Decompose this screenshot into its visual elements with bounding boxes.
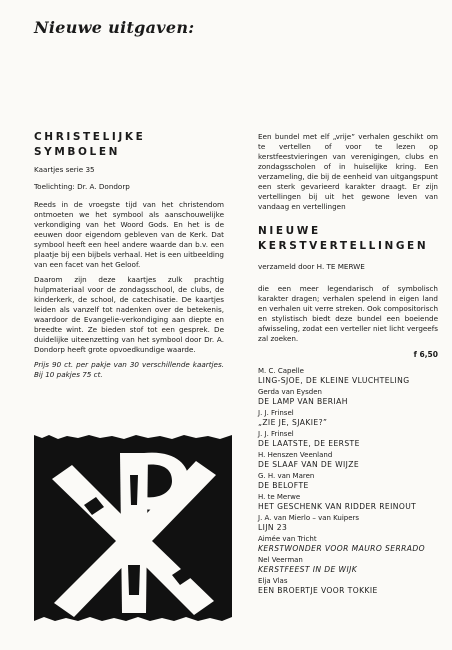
book-entry: [258, 577, 438, 596]
book-entry: [258, 472, 438, 491]
book-title: DE SLAAF VAN DE WIJZE: [258, 460, 360, 469]
book-author: M. C. Capelle: [258, 367, 304, 375]
section-title-line1: NIEUWE: [258, 225, 321, 237]
book-title: LING-SJOE, DE KLEINE VLUCHTELING: [258, 376, 410, 385]
book-author: J. A. van Mierlo – van Kuipers: [258, 514, 360, 522]
section-title-line1: CHRISTELIJKE: [34, 131, 146, 143]
description-paragraph-2: Daarom zijn deze kaartjes zulk prachtig hulpmateriaal voor de zondagsschool, de clubs, de kinderkerk, de school, de catechisatie. De kaartjes leiden als vanzelf tot nadenken over de betekenis, waardoor de Evangelie-verkondiging aan diepte en breedte wint. Ze bieden stof tot een gesprek. De duidelijke uiteenzetting van het symbool door Dr. A. Dondorp heeft grote opvoedkundige waarde.: [34, 275, 224, 354]
book-title: LIJN 23: [258, 523, 288, 532]
book-title: HET GESCHENK VAN RIDDER REINOUT: [258, 502, 417, 511]
book-entry: [258, 430, 438, 449]
christelijke-symbolen-section: [34, 130, 224, 380]
chi-rho-symbol-image: [34, 435, 232, 621]
book-entry: [258, 367, 438, 386]
compiled-by: verzameld door H. TE MERWE: [258, 262, 365, 271]
book-entry: [258, 409, 438, 428]
kerstvertellingen-section: [258, 132, 438, 598]
book-title: KERSTWONDER VOOR MAURO SERRADO: [258, 544, 426, 553]
book-author: Elja Vlas: [258, 577, 288, 585]
section-title-line2: KERSTVERTELLINGEN: [258, 240, 429, 252]
price-note: Prijs 90 ct. per pakje van 30 verschillende kaartjes. Bij 10 pakjes 75 ct.: [34, 360, 224, 379]
book-title: DE LAATSTE, DE EERSTE: [258, 439, 360, 448]
book-author: J. J. Frinsel: [258, 430, 294, 438]
book-author: H. te Merwe: [258, 493, 301, 501]
book-title: DE LAMP VAN BERIAH: [258, 397, 348, 406]
book-author: Gerda van Eysden: [258, 388, 322, 396]
book-title: KERSTFEEST IN DE WIJK: [258, 565, 358, 574]
book-entry: [258, 493, 438, 512]
description-paragraph: die een meer legendarisch of symbolisch karakter dragen; verhalen spelend in eigen land en verhalen uit verre streken. Ook compositorisch en stylistisch biedt deze bundel een boeiende afwisseling, zodat een verteller niet licht vergeefs zal zoeken.: [258, 284, 438, 343]
book-entry: [258, 556, 438, 575]
book-entry: [258, 388, 438, 407]
book-title: „ZIE JE, SJAKIE?”: [258, 418, 328, 427]
description-paragraph-1: Reeds in de vroegste tijd van het christendom ontmoeten we het symbool als aanschouwelijke verkondiging van het Woord Gods. En het is de eeuwen door eigendom gebleven van de Kerk. Dat symbool heeft een heel andere waarde dan b.v. een plaatje bij een bijbels verhaal. Het is een uitbeelding van een facet van het Geloof.: [34, 200, 224, 269]
section-title-line2: SYMBOLEN: [34, 146, 120, 158]
book-title: EEN BROERTJE VOOR TOKKIE: [258, 586, 378, 595]
book-entry: [258, 451, 438, 470]
book-author: Nel Veerman: [258, 556, 303, 564]
book-author: G. H. van Maren: [258, 472, 315, 480]
book-author: H. Henszen Veenland: [258, 451, 333, 459]
book-author: J. J. Frinsel: [258, 409, 294, 417]
page-heading: Nieuwe uitgaven:: [34, 18, 195, 37]
series-label: Kaartjes serie 35: [34, 165, 95, 174]
book-entry: [258, 514, 438, 533]
intro-paragraph: Een bundel met elf „vrije” verhalen geschikt om te vertellen of voor te lezen op kerstfeestvieringen van verenigingen, clubs en zondagsscholen of in huiselijke kring. Een verzameling, die bij de eenheid van uitgangspunt een sterk gevarieerd karakter draagt. Er zijn vertellingen bij uit het gewone leven van vandaag en vertellingen: [258, 132, 438, 211]
price: f 6,50: [413, 350, 438, 359]
book-title: DE BELOFTE: [258, 481, 309, 490]
book-author: Aimée van Tricht: [258, 535, 317, 543]
book-entry: [258, 535, 438, 554]
explanation-credit: Toelichting: Dr. A. Dondorp: [34, 182, 130, 191]
